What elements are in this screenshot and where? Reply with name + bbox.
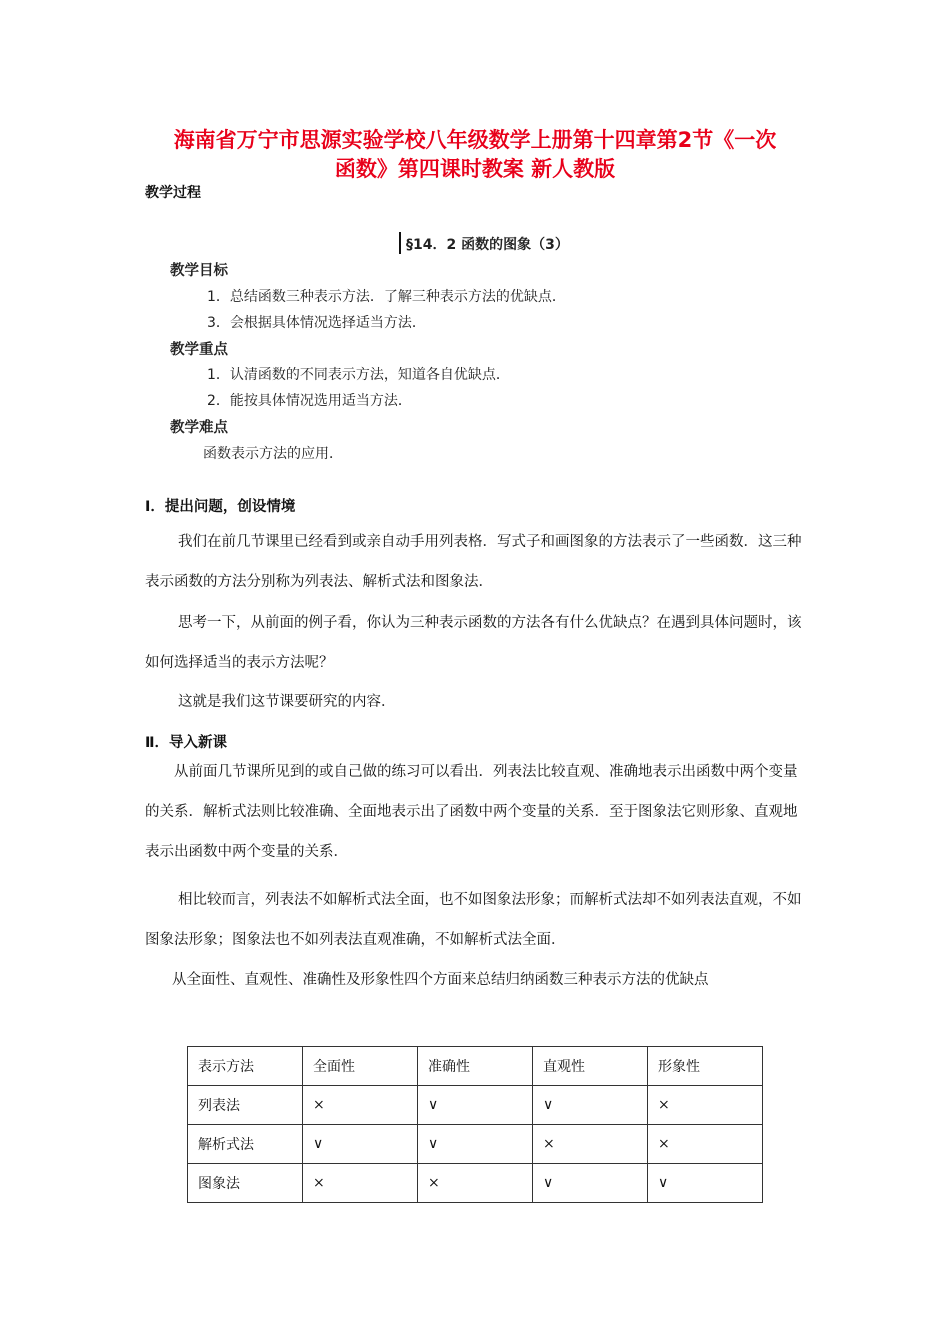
objectives-heading: 教学目标: [170, 263, 228, 279]
table-header-cell: 准确性: [418, 1047, 533, 1086]
table-cell: 列表法: [188, 1086, 303, 1125]
difficulty-text: 函数表示方法的应用．: [203, 446, 343, 462]
part1-heading: Ⅰ．提出问题，创设情境: [145, 499, 296, 515]
table-cell: 解析式法: [188, 1125, 303, 1164]
table-header-cell: 全面性: [303, 1047, 418, 1086]
table-cell: ×: [303, 1086, 418, 1125]
key-point-item: 1．认清函数的不同表示方法，知道各自优缺点．: [207, 367, 510, 383]
table-cell: ∨: [533, 1086, 648, 1125]
table-cell: ∨: [303, 1125, 418, 1164]
objective-item: 3．会根据具体情况选择适当方法．: [207, 315, 426, 331]
table-cell: ×: [418, 1164, 533, 1203]
document-title: [130, 126, 820, 184]
part2-paragraph-1: 从前面几节课所见到的或自己做的练习可以看出．列表法比较直观、准确地表示出函数中两个变量的关系．解析式法则比较准确、全面地表示出了函数中两个变量的关系．至于图象法它则形象、直观地表示出函数中两个变量的关系．: [145, 764, 798, 860]
title-line-1: 海南省万宁市思源实验学校八年级数学上册第十四章第2节《一次: [173, 128, 777, 152]
table-cell: ∨: [648, 1164, 763, 1203]
table-header-row: [188, 1047, 763, 1086]
table-row: [188, 1125, 763, 1164]
part1-paragraph-2: 思考一下，从前面的例子看，你认为三种表示函数的方法各有什么优缺点？在遇到具体问题时，该如何选择适当的表示方法呢？: [145, 615, 802, 671]
table-cell: ∨: [533, 1164, 648, 1203]
title-line-2: 函数》第四课时教案 新人教版: [334, 157, 616, 181]
section-title: §14．2 函数的图象（3）: [406, 237, 569, 253]
table-cell: ∨: [418, 1125, 533, 1164]
table-header-cell: 表示方法: [188, 1047, 303, 1086]
comparison-table: [187, 1046, 763, 1203]
table-row: [188, 1164, 763, 1203]
objective-item: 1．总结函数三种表示方法．了解三种表示方法的优缺点．: [207, 289, 566, 305]
table-cell: ×: [648, 1125, 763, 1164]
difficulty-heading: 教学难点: [170, 420, 228, 436]
table-cell: ∨: [418, 1086, 533, 1125]
table-cell: ×: [303, 1164, 418, 1203]
key-points-heading: 教学重点: [170, 342, 228, 358]
table-cell: ×: [533, 1125, 648, 1164]
part2-heading: Ⅱ．导入新课: [145, 735, 228, 751]
part2-paragraph-3: 从全面性、直观性、准确性及形象性四个方面来总结归纳函数三种表示方法的优缺点: [172, 972, 709, 988]
table-cell: 图象法: [188, 1164, 303, 1203]
process-label: 教学过程: [145, 185, 201, 201]
table-cell: ×: [648, 1086, 763, 1125]
part1-paragraph-1: 我们在前几节课里已经看到或亲自动手用列表格．写式子和画图象的方法表示了一些函数．这三种表示函数的方法分别称为列表法、解析式法和图象法．: [145, 534, 802, 590]
part1-paragraph-3: 这就是我们这节课要研究的内容．: [178, 694, 396, 710]
table-header-cell: 形象性: [648, 1047, 763, 1086]
table-row: [188, 1086, 763, 1125]
section-divider-bar: [399, 232, 401, 254]
part2-paragraph-2: 相比较而言，列表法不如解析式法全面，也不如图象法形象；而解析式法却不如列表法直观，不如图象法形象；图象法也不如列表法直观准确，不如解析式法全面．: [145, 892, 802, 948]
key-point-item: 2．能按具体情况选用适当方法．: [207, 393, 412, 409]
table-header-cell: 直观性: [533, 1047, 648, 1086]
